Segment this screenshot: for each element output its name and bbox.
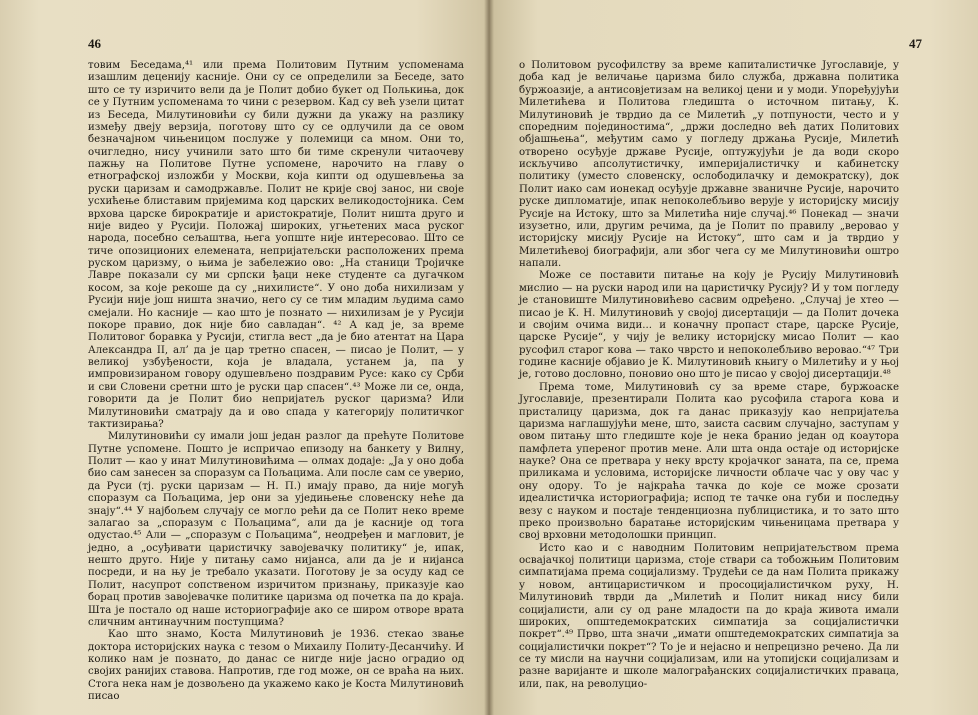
page-number-right: 47 bbox=[909, 36, 922, 51]
page-number-left: 46 bbox=[88, 36, 101, 51]
right-page-text bbox=[519, 60, 899, 691]
paragraph: товим Беседама,⁴¹ или према Политовим Путним успоменама изашлим деценију касније. Они су се определили за Беседе, зато што се ту изричито вели да је Полит добио букет од Полькиња, док се у Путним успоменама то чини с резервом. Кад су већ узели цитат из Беседа, Милутиновићи су били дужни да укажу на разлику између двеју верзија, поготову што су се одлучили да се овом безначајном чињеницом послуже у полемици са мном. Они то, очигледно, нису учинили зато што би тиме скренули читаочеву пажњу на Политове Путне успомене, нарочито на главу о етнографској изложби у Москви, која кипти од одушевљења за руски царизам и самодржавље. Полит не крије свој занос, ни своје усхићење блиставим пријемима код царских великодостојника. Сем врхова царске бирократије и аристократије, Полит ништа друго и није видео у Русији. Положај широких, угњетених маса руског народа, посебно сељаштва, њега уопште није интересовао. Што се тиче опозиционих елемената, непријатељски расположених према руском царизму, о њима је забележио ово: „На станици Тројичке Лавре показали су ми српски ђаци неке студенте са дугачком косом, за које рекоше да су „нихилисте“. У оно доба нихилизам у Русији није још ништа значио, него су се тим младим људима само смејали. Но касније — као што је познато — нихилизам је у Русији покоре правио, док није био савладан“. ⁴² А кад је, за време Политовог боравка у Русији, стигла вест „да је био атентат на Цара Александра II, ал’ да је цар третно спасен, — писао је Полит, — у великој узбуђености, која је владала, устанем ја, па у импровизираном говору одушевљено поздравим Русе: како су Срби и сви Словени сретни што је руски цар спасен“.⁴³ Може ли се, онда, говорити да је Полит био непријатељ руског царизма? Или Милутиновићи сматрају да и ово спада у категорију политичког тактизирања? bbox=[88, 60, 464, 430]
paragraph: Може се поставити питање на коју је Русију Милутиновић мислио — на руски народ или на царистичку Русију? И у том погледу је становиште Милутиновићево сасвим одређено. „Случај је хтео — писао је К. Н. Милутиновић у својој дисертацији — да Полит дочека и својим очима види... и коначну пропаст старе, царске Русије, царске Русије“, у чију је велику историјску мисао Полит — као русофил старог кова — тако чврсто и непоколебљиво веровао.“⁴⁷ Три године касније објавио је К. Милутиновић књигу о Милетићу и у њој је, готово дословно, поновио оно што је писао у својој дисертацији.⁴⁸ bbox=[519, 270, 899, 381]
paragraph: о Политовом русофилству за време капиталистичке Југославије, у доба кад је величање царизма било служба, државна политика буржоазије, а антисовјетизам на великој цени и у моди. Упоређујући Милетићева и Политова гледишта о источном питању, К. Милутиновић је тврдио да се Милетић „у потпуности, често и у споредним појединостима“, „држи доследно већ датих Политових објашњења“, међутим само у погледу држања Русије, Милетић отворено осуђује државе Русије, оптужујући је да води скоро искључиво апсолутистичку, империјалистичку и кабинетску политику (уместо словенску, ослободилачку и демократску), док Полит иако сам ионекад осуђује државне званичне Русије, нарочито руске дипломатије, ипак непоколебљиво верује у историјску мисију Русије на Истоку, што за Милетића није случај.⁴⁶ Понекад — значи изузетно, или, другим речима, да је Полит по правилу „веровао у историјску мисију Русије на Истоку“, што сам и ја тврдио у Милетићевој биографији, али због чега су ме Милутиновићи оштро напали. bbox=[519, 60, 899, 269]
paragraph: Милутиновићи су имали још један разлог да прећуте Политове Путне успомене. Пошто је испричао епизоду на банкету у Вилну, Полит — као у инат Милутиновићима — олмах додаје: „Ја у оно доба био сам занесен за споразум са Пољацима. Али после сам се уверио, да Руси (тј. руски царизам — Н. П.) имају право, да није могућ споразум са Пољацима, јер они за уједињење словенску нећe да знају“.⁴⁴ У најбољем случају се могло рећи да се Полит неко време залагао за „споразум с Пољацима“, али да је касније од тога одустао.⁴⁵ Али — „споразум с Пољацима“, неодређен и магловит, је једно, а „осуђивати царистичку завојевачку политику“ је, ипак, нешто друго. Није у питању само нијанса, али да је и нијанса посреди, и на њу је требало указати. Поготову је за осуду кад се Полит, насупрот сопственом изричитом признању, приказује као борац против завојевачке политике царизма од почетка па до краја. Шта је постало од наше историографије ако се широм отворе врата сличним антинаучним поступцима? bbox=[88, 431, 464, 628]
right-page bbox=[489, 0, 978, 715]
paragraph: Исто као и с наводним Политовим непријатељством према освајачкој политици царизма, стоје ствари са тобожњим Политовим симпатијама према социјализму. Трудећи се да нам Полита прикажу у новом, антицаристичком и просоцијалистичком руху, Н. Милутиновић тврди да „Милетић и Полит никад нису били социјалисти, али су од ране младости па до краја живота имали широких, општедемократских симпатија за социјалистички покрет“.⁴⁹ Прво, шта значи „имати општедемократских симпатија за социјалистички покрет“? То је и нејасно и непрецизно речено. Да ли се ту мисли на научни социјализам, или на утопијски социјализам и разне варијанте и школе малограђанских социјалистичких праваца, или, пак, на револуцио- bbox=[519, 542, 899, 690]
left-page-text bbox=[88, 60, 464, 704]
paragraph: Као што знамо, Коста Милутиновић је 1936. стекао звање доктора историјских наука с тезом о Михаилу Политу-Десанчићу. И колико нам је познато, до данас се нигде није јасно оградио од својих ранијих ставова. Напротив, где год може, он се враћа на њих. Стога нека нам је дозвољено да укажемо како је Коста Милутиновић писао bbox=[88, 629, 464, 703]
paragraph: Према томе, Милутиновић су за време старе, буржоаске Југославије, презентирали Полита као русофила старога кова и присталицу царизма, док га данас приказују као непријатеља царизма наглашујући мене, што, заиста сасвим случајно, заступам у овом питању што гледиште које је нека бранио један од коаутора памфлета упереног против мене. Али шта онда остаје од историјске науке? Она се претвара у неку врсту кројачког заната, па се, према приликама и условима, историјске личности облаче час у ову час у ону одору. То је најкраћа тачка до које се може срозати идеалистичка историографија; испод те тачке она губи и последњу везу с науком и постаје тенденциозна публицистика, и то зато што преко произвољно баратање историјским чињеницама претвара у свој врховни методолошки принцип. bbox=[519, 381, 899, 542]
